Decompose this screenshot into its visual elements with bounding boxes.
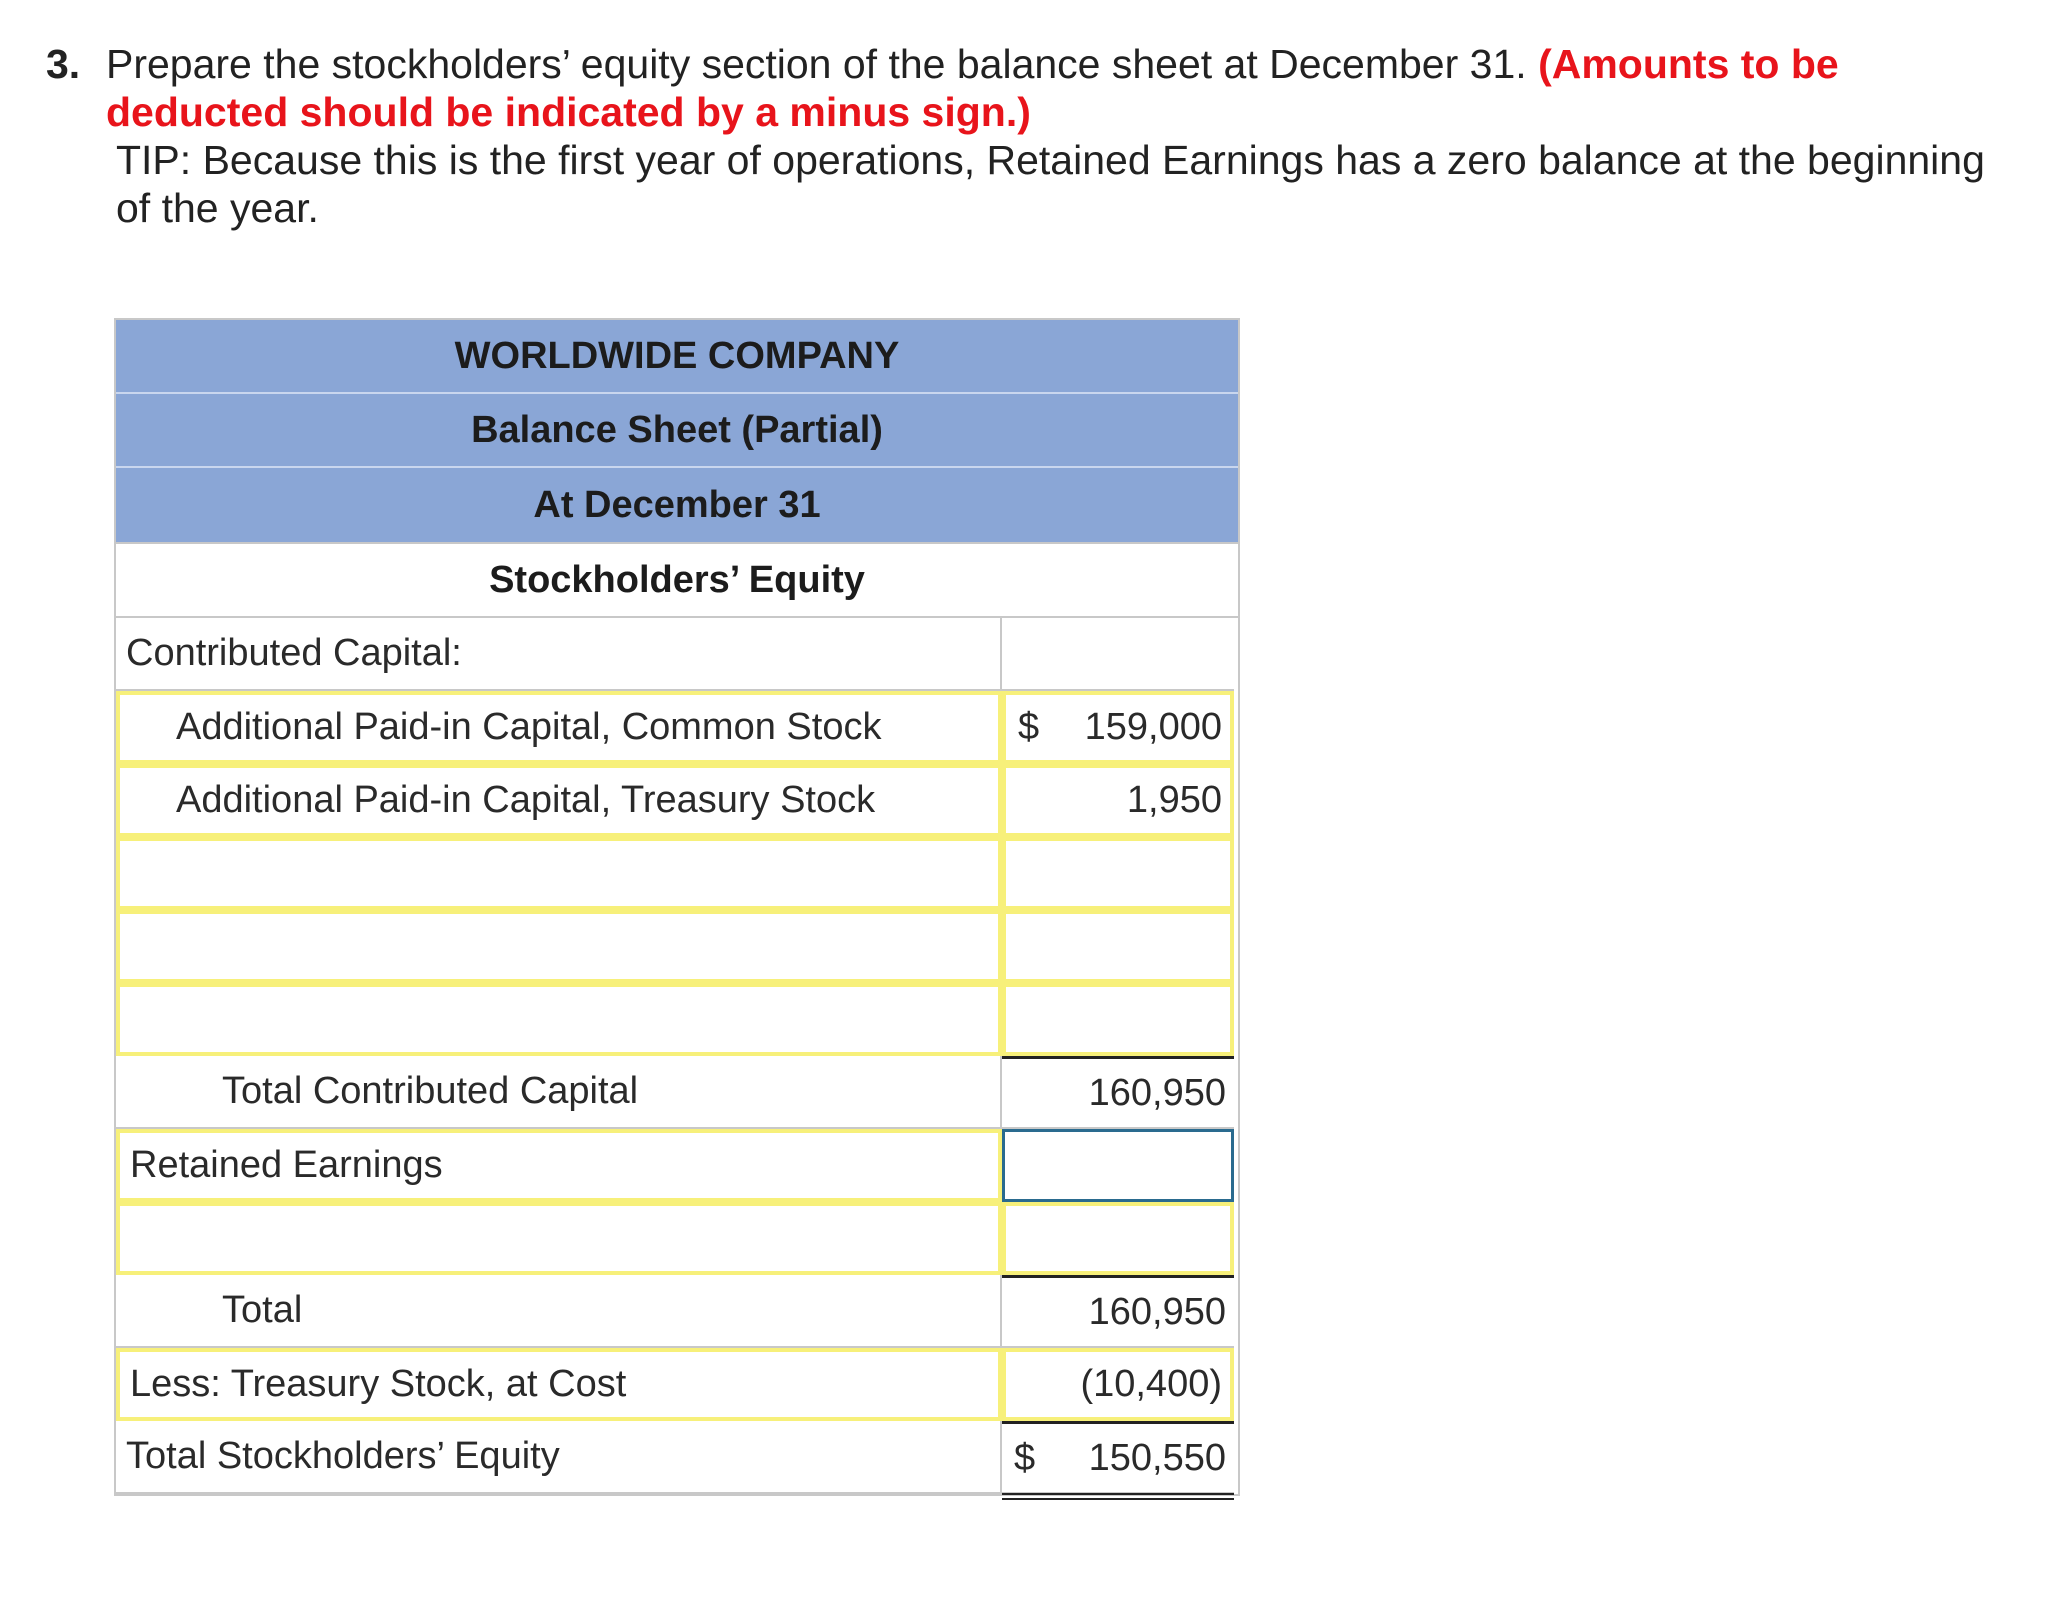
table-row <box>116 1202 1238 1275</box>
account-select[interactable] <box>116 983 1002 1056</box>
section-heading: Stockholders’ Equity <box>116 544 1238 618</box>
table-row <box>116 983 1238 1056</box>
amount-input[interactable] <box>1002 910 1234 983</box>
row-label: Less: Treasury Stock, at Cost <box>130 1363 627 1405</box>
table-row <box>116 1275 1238 1348</box>
amount-input[interactable] <box>1002 764 1234 837</box>
row-label: Total <box>116 1275 1002 1348</box>
dollar-sign: $ <box>1018 706 1040 748</box>
question-note: (Amounts to be deducted should be indicated by a minus sign.) <box>106 41 1839 135</box>
account-select[interactable] <box>116 691 1002 764</box>
amount-input-focused[interactable] <box>1002 1129 1234 1202</box>
table-row <box>116 691 1238 764</box>
question-number: 3. <box>46 41 81 87</box>
question-tip: TIP: Because this is the first year of operations, Retained Earnings has a zero balance at the beginning of the year. <box>116 137 1985 231</box>
row-label: Additional Paid-in Capital, Treasury Stock <box>176 779 876 821</box>
total-value: 150,550 <box>1088 1436 1226 1479</box>
row-value <box>1002 1421 1234 1494</box>
row-value: 160,950 <box>1002 1056 1234 1129</box>
row-value: 159,000 <box>1084 706 1222 748</box>
question-body <box>106 40 2006 232</box>
table-row <box>116 1421 1238 1494</box>
row-label: Contributed Capital: <box>116 618 1002 691</box>
question-text: Prepare the stockholders’ equity section of the balance sheet at December 31. <box>106 41 1527 87</box>
account-select[interactable] <box>116 837 1002 910</box>
company-name: WORLDWIDE COMPANY <box>116 320 1238 394</box>
table-row <box>116 1056 1238 1129</box>
row-value: 160,950 <box>1002 1275 1234 1348</box>
row-label: Retained Earnings <box>130 1144 443 1186</box>
table-row <box>116 1129 1238 1202</box>
table-row <box>116 910 1238 983</box>
amount-input[interactable] <box>1002 691 1234 764</box>
amount-input[interactable] <box>1002 1348 1234 1421</box>
account-select[interactable] <box>116 1202 1002 1275</box>
table-row <box>116 618 1238 691</box>
sheet-title: Balance Sheet (Partial) <box>116 394 1238 468</box>
account-select[interactable] <box>116 764 1002 837</box>
balance-sheet-table <box>114 318 1240 1496</box>
row-value: (10,400) <box>1080 1363 1222 1405</box>
row-value <box>1002 618 1234 691</box>
table-row <box>116 1348 1238 1421</box>
table-row <box>116 764 1238 837</box>
sheet-date: At December 31 <box>116 468 1238 544</box>
amount-input[interactable] <box>1002 837 1234 910</box>
amount-input[interactable] <box>1002 1202 1234 1275</box>
row-label: Total Stockholders’ Equity <box>116 1421 1002 1494</box>
dollar-sign: $ <box>1014 1436 1036 1479</box>
account-select[interactable] <box>116 1348 1002 1421</box>
account-select[interactable] <box>116 1129 1002 1202</box>
table-row <box>116 837 1238 910</box>
account-select[interactable] <box>116 910 1002 983</box>
row-label: Additional Paid-in Capital, Common Stock <box>176 706 882 748</box>
row-label: Total Contributed Capital <box>116 1056 1002 1129</box>
amount-input[interactable] <box>1002 983 1234 1056</box>
row-value: 1,950 <box>1126 779 1222 821</box>
